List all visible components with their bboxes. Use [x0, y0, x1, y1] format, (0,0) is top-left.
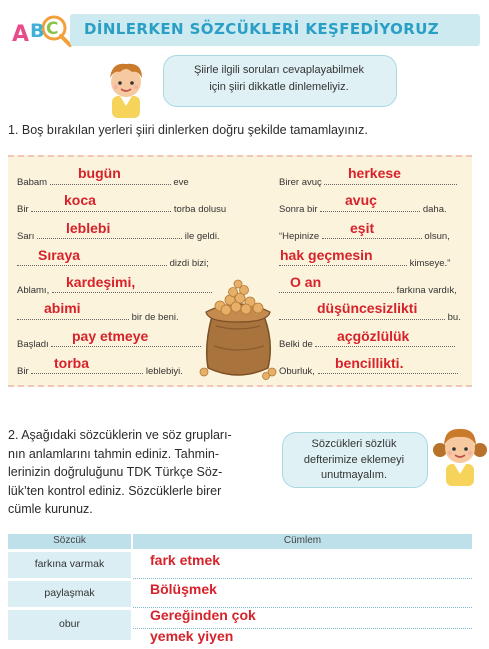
answer-text: Bölüşmek	[150, 581, 217, 597]
answer-text: kardeşimi,	[66, 274, 136, 290]
logo-letter-c: C	[46, 19, 59, 39]
page-title: DİNLERKEN SÖZCÜKLERİ KEŞFEDİYORUZ	[84, 20, 440, 38]
poem-line: Belki de	[279, 338, 455, 350]
girl-avatar-icon	[432, 420, 488, 486]
bubble-line: defterimize eklemeyi	[303, 453, 405, 466]
question-2-line: lük’ten kontrol ediniz. Sözcüklerle birer	[8, 483, 222, 498]
poem-line: Ablamı,	[17, 284, 212, 296]
speech-bubble-text	[163, 62, 395, 96]
poem-line: Bir leblebiyi.	[17, 366, 183, 377]
answer-text: yemek yiyen	[150, 628, 234, 644]
poem-line: bir de beni.	[17, 311, 179, 323]
answer-text: herkese	[348, 165, 401, 181]
table-word-cell: paylaşmak	[44, 587, 95, 599]
question-2	[8, 426, 298, 519]
answer-text: bugün	[78, 165, 121, 181]
boy-avatar-icon	[98, 56, 154, 118]
table-word-cell: farkına varmak	[34, 558, 105, 570]
poem-line: Bir torba dolusu	[17, 204, 227, 215]
bubble-line: Sözcükleri sözlük	[311, 438, 397, 450]
question-1: 1. Boş bırakılan yerleri şiiri dinlerken doğru şekilde tamamlayınız.	[8, 123, 368, 137]
answer-text: düşüncesizlikti	[317, 300, 418, 316]
logo-letter-b: B	[30, 20, 45, 42]
answer-text: eşit	[350, 220, 375, 236]
table-header-sentence-label: Cümlem	[283, 535, 322, 546]
table-word-cell: obur	[58, 618, 80, 630]
answer-text: açgözlülük	[337, 328, 410, 344]
bubble-line: için şiiri dikkatle dinlemeliyiz.	[209, 81, 349, 93]
poem-line: Birer avuç	[279, 176, 457, 188]
answer-text: Gereğinden çok	[150, 607, 256, 623]
bubble-line: Şiirle ilgili soruları cevaplayabilmek	[194, 64, 364, 76]
poem-line: farkına vardık,	[279, 284, 457, 296]
question-2-line: lerinizin doğruluğunu TDK Türkçe Söz-	[8, 465, 223, 479]
abc-logo	[8, 12, 74, 50]
question-2-line: nın anlamlarını tahmin ediniz. Tahmin-	[8, 446, 219, 461]
poem-line: “Hepinize olsun,	[279, 231, 450, 242]
answer-text: hak geçmesin	[280, 247, 373, 263]
answer-text: Sıraya	[38, 247, 81, 263]
poem-line: Sonra bir daha.	[279, 204, 447, 215]
answer-text: torba	[54, 355, 89, 371]
logo-letter-a: A	[12, 22, 30, 47]
answer-text: fark etmek	[150, 552, 221, 568]
answer-text: avuç	[345, 192, 377, 208]
answer-text: abimi	[44, 300, 81, 316]
poem-line: kimseye.”	[279, 257, 450, 269]
speech-bubble-2-text	[282, 437, 426, 484]
poem-line: bu.	[279, 311, 461, 323]
answer-text: pay etmeye	[72, 328, 149, 344]
poem-line: dizdi bizi;	[17, 257, 209, 269]
leblebi-sack-icon	[198, 276, 278, 380]
answer-text: bencillikti.	[335, 355, 404, 371]
poem-line: Sarı ile geldi.	[17, 231, 220, 242]
answer-text: koca	[64, 192, 96, 208]
bubble-line: unutmayalım.	[320, 469, 388, 481]
question-2-line: 2. Aşağıdaki sözcüklerin ve söz grupları-	[8, 428, 232, 442]
poem-line: Oburluk,	[279, 365, 458, 377]
question-2-line: cümle kurunuz.	[8, 502, 93, 516]
table-header-word-label: Sözcük	[53, 535, 86, 546]
poem-line: Babam eve	[17, 177, 189, 188]
poem-line: Başladı	[17, 338, 201, 350]
answer-text: O an	[290, 274, 322, 290]
answer-text: leblebi	[66, 220, 111, 236]
